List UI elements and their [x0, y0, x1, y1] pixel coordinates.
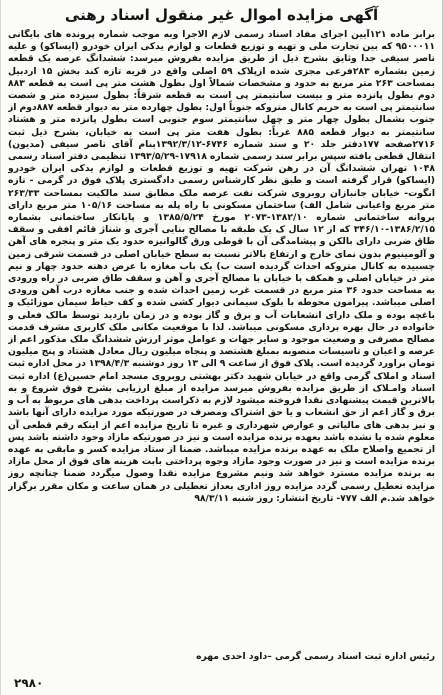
notice-code: ۲۹۸۰ [14, 676, 44, 690]
notice-body: برابر ماده ۱۲۱آیین اجرای مفاد اسناد رسمی لازم الاجرا وبه موجب شماره پرونده های بایگانی ۹۵۰۰۰۱۱ که بین تجارت ملی و تهیه و توزیع قطعات و لوازم یدکی ایران خودرو (ایساکو) و علیه ناصر سیفی جدا وثایق بشرح ذیل از طریق مزایده بفروش میرسد: ششدانگ عرصه یک قطعه زمین بشماره ۲۸۳فرعی مجزی شده ازپلاک ۵۹ اصلی واقع در قریه تازه کند بخش ۱۵ اردبیل بمساحت ۲۶۳ متر مربع به حدود و مشخصات شمالاً اول بطول هشت متر پی است به قطعه ۸۸۳ دوم بطول پانزده متر و بیست سانتیمتر پی است به قطعه شرقاً: بطول سیزده متر و شصت سانتیمتر پی است به حریم کانال متروکه جنوباً اول: بطول چهارده متر به دیوار قطعه ۸۸۷دوم از جنوب بشمال بطول چهار متر و چهل سانتیمتر سوم جنوبی است بطول پانزده متر و هشتاد سانتیمتر به دیوار قطعه ۸۸۵ غرباً: بطول هفت متر پی است به خیابان، بشرح ذیل ثبت ۲۷۱۶صفحه ۱۷۷دفتر جلد ۲۰ و سند شماره ۶۷۴۶-۱۳۹۲/۳/۱۲بنام آقای ناصر سیفی (مدیون) انتقال قطعی یافته سپس برابر سند رسمی شماره ۱۷۹۱۸-۱۳۹۳/۵/۲۹ تنظیمی دفتر اسناد رسمی ۱۰۴۸ تهران ششدانگ آن در رهن شرکت تهیه و توزیع قطعات و لوازم یدکی ایران خودرو (ایساکو) قرار گرفته است و طبق نظر کارشناس رسمی دادگستری پلاک فوق در گرمی - تازه انگوت- خیابان جانبازان روبروی شرکت نفت عرصه ملک مطابق سند مالکیت بمساحت ۲۶۳/۳۳ متر مربع واعیانی شامل الف) ساختمان مسکونی با راه پله به مساحت ۱۰۵/۱۶ متر مربع دارای پروانه ساختمانی شماره ۱۳۸۲/۱۰-۲۰۷۳ مورخ ۱۳۸۵/۵/۲۴ و پایانکار ساختمانی بشماره ۱۳۸۶/۲/۱۵-۳۴۶/۱۰ که از ۱۲ سال ک یک طبقه با مصالح بنایی آجری و شناژ قائم افقی و سقف طاق ضربی دارای بالکن و پیشامدگی آن با قوطی ورق گالوانیزه حدود یک متر و پنجره های آهن و آلومینیوم بدون نمای خارج و ارتفاع بالاتر نسبت به سطح خیابان اصلی در قسمت شرقی زمین چسبیده به کانال متروکه احداث گردیده است ب) یک باب مغازه با عرض دهنه حدود چهار و نیم متر در خیابان اصلی و همکف با خیابان با مصالح آجری و آهن و سقف طاق ضربی در راه ورودی به مساحت حدود ۳۶ متر مربع در قسمت غرب زمین احداث شده و جنب مغازه درب آهن ورودی اصلی میباشد. پیرامون محوطه با بلوک سیمانی دیوار کشی شده و کف حیاط سیمان موزائیک و باغچه بوده و ملک دارای انشعابات آب و برق و گاز بوده و در زمان بازدید توسط مالک فعلی و خانواده در حال بهره برداری مسکونی میباشد. لذا با موقعیت مکانی ملک کاربری مشرف قدمت مصالح مصرفی و وضعیت موجود و سایر جهات و عوامل موثر ارزش ششدانگ ملک مذکور اعم از عرصه و اعیان و تاسیسات منصوبه بمبلغ هشتصد و پنجاه میلیون ریال معادل هشتاد و پنج میلیون تومان براورد گردیده است. پلاک فوق از ساعت ۹ الی ۱۳ روز دوشنبه ۱۳۹۸/۴/۳ در محل اداره ثبت اسناد و املاک گرمی واقع در خیابان شهید دکتر بهشتی روبروی مسجد امام حسین(ع) اداره ثبت اسناد وامـلاک از طریق مزایده بفروش میرسد مزایده از مبلغ ارزیابی بشرح فوق شروع و به بالاترین قیمت پیشنهادی نقدا فروخته میشود لازم به ذکراست پرداخت بدهی های مربوط به آب و برق و گاز اعم از حق انشعاب و یا حق اشتراک ومصرف در صورتیکه مورد مزایده دارای آنها باشد و نیز بدهی های مالیاتی و عوارض شهرداری و غیره تا تاریخ مزایده اعم از اینکه رقم قطعی آن معلوم شده یا نشده باشد بعهده برنده مزایده است و نیز در صورتیکه مازاد وجود داشته باشد پس از تجمیع واصلاح ملک به عهده برنده مزایده میباشد. ضمنا از ستاد مزایده کسر و مابقی به عهده برنده مزایده است و نیز در صورت وجود مازاد وجوه پرداختی بابت هزینه های فوق از محل مازاد به برنده مزایده مسترد خواهد شد ونیم مشروع مزایده نقدا وصول میگردد ضمنا چنانچه روز مزایده تعطیل رسمی گردد مزایده روز اداری بعداز تعطیلی در همان ساعت و مکان مقرر برگزار خواهد شد.م الف ۷۷۷- تاریخ انتشار: روز شنبه ۹۸/۳/۱۱ [8, 29, 435, 504]
notice-title: آگهی مزایده اموال غیر منقول اسناد رهنی [64, 6, 379, 24]
signature-line: رئیس اداره ثبت اسناد رسمی گرمی –داود احدی مهره [196, 651, 435, 662]
notice-footer [8, 651, 435, 691]
